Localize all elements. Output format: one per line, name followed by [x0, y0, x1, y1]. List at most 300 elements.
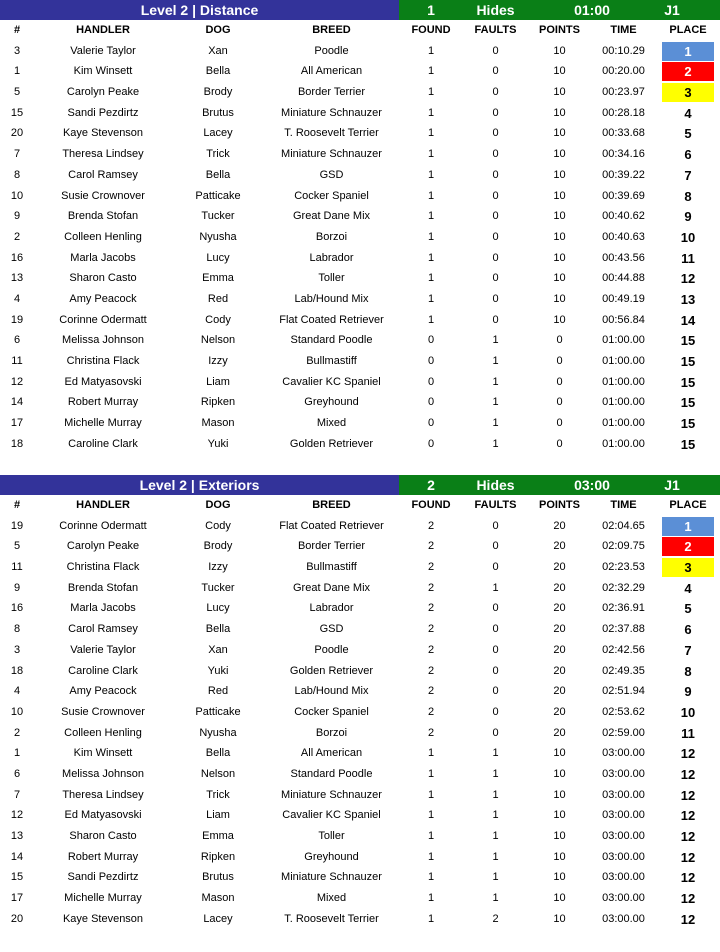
- breed-name: Cocker Spaniel: [294, 189, 369, 202]
- place-value: 4: [684, 105, 692, 121]
- found-count: 1: [427, 65, 435, 78]
- breed-name: Golden Retriever: [289, 664, 374, 677]
- place-value: 8: [684, 188, 692, 204]
- entry-number: 17: [10, 417, 24, 430]
- place-cell: [656, 619, 720, 640]
- faults-count: 0: [492, 44, 499, 57]
- faults-count: 0: [492, 127, 499, 140]
- place-value: 8: [684, 663, 692, 679]
- points-value: 0: [556, 396, 563, 409]
- time-value: 00:20.00: [602, 65, 645, 78]
- entry-number: 2: [13, 726, 21, 739]
- table-row: [0, 310, 720, 331]
- place-cell: [656, 372, 720, 393]
- column-header-faults: FAULTS: [474, 499, 517, 511]
- column-header-points: POINTS: [539, 499, 580, 511]
- entry-number: 4: [13, 685, 21, 698]
- place-cell: [656, 82, 720, 103]
- entry-number: 3: [13, 44, 21, 57]
- faults-count: 0: [492, 148, 499, 161]
- place-cell: [656, 227, 720, 248]
- place-cell: [656, 123, 720, 144]
- place-cell: [656, 144, 720, 165]
- entry-number: 18: [10, 437, 24, 450]
- found-count: 2: [427, 685, 435, 698]
- dog-name: Lacey: [203, 127, 233, 140]
- dog-name: Nelson: [200, 767, 236, 780]
- found-count: 1: [427, 168, 435, 181]
- dog-name: Red: [207, 292, 229, 305]
- column-header-place: PLACE: [669, 24, 707, 36]
- place-cell: [656, 516, 720, 537]
- entry-number: 16: [10, 251, 24, 264]
- place-value: 11: [681, 725, 695, 741]
- entry-number: 2: [13, 230, 21, 243]
- time-limit: 01:00: [560, 0, 624, 20]
- points-value: 0: [556, 375, 563, 388]
- breed-name: All American: [300, 747, 363, 760]
- entry-number: 10: [10, 705, 24, 718]
- breed-name: T. Roosevelt Terrier: [284, 127, 379, 140]
- breed-name: Greyhound: [304, 396, 359, 409]
- table-row: [0, 165, 720, 186]
- points-value: 10: [553, 892, 566, 905]
- place-value: 6: [684, 147, 692, 163]
- faults-count: 0: [492, 230, 499, 243]
- breed-name: Toller: [318, 830, 345, 842]
- faults-count: 1: [492, 871, 499, 884]
- points-value: 20: [553, 643, 566, 656]
- points-value: 20: [553, 705, 566, 718]
- table-row: [0, 103, 720, 124]
- table-row: [0, 743, 720, 764]
- time-value: 01:00.00: [602, 417, 645, 430]
- handler-name: Colleen Henling: [64, 230, 142, 243]
- place-cell: [656, 310, 720, 331]
- faults-count: 1: [492, 767, 499, 780]
- place-value: 12: [680, 870, 696, 886]
- place-cell: [656, 909, 720, 930]
- time-value: 00:10.29: [602, 44, 645, 57]
- handler-name: Colleen Henling: [64, 726, 142, 739]
- found-count: 1: [427, 272, 435, 285]
- column-header-points: POINTS: [539, 24, 580, 36]
- table-row: [0, 805, 720, 826]
- time-value: 00:40.63: [602, 230, 645, 243]
- faults-count: 1: [492, 788, 499, 801]
- breed-name: Mixed: [316, 417, 347, 430]
- dog-name: Bella: [205, 168, 231, 181]
- entry-number: 7: [13, 148, 21, 161]
- entry-number: 19: [10, 313, 24, 326]
- column-header-found: FOUND: [411, 24, 451, 36]
- handler-name: Robert Murray: [67, 396, 139, 409]
- handler-name: Carol Ramsey: [68, 168, 138, 181]
- time-value: 03:00.00: [602, 788, 645, 801]
- dog-name: Lucy: [206, 251, 230, 264]
- place-value: 12: [680, 746, 696, 762]
- points-value: 20: [553, 726, 566, 739]
- points-value: 10: [553, 788, 566, 801]
- found-count: 2: [427, 664, 435, 677]
- hides-label: Hides: [463, 0, 528, 20]
- table-row: [0, 764, 720, 785]
- handler-name: Corinne Odermatt: [59, 313, 147, 326]
- faults-count: 1: [492, 892, 499, 905]
- place-value: 12: [680, 787, 696, 803]
- table-row: [0, 619, 720, 640]
- faults-count: 0: [492, 540, 499, 553]
- dog-name: Mason: [201, 892, 235, 905]
- faults-count: 0: [492, 251, 499, 264]
- faults-count: 1: [492, 355, 499, 367]
- entry-number: 3: [13, 643, 21, 656]
- place-value: 9: [684, 684, 692, 700]
- handler-name: Brenda Stofan: [67, 210, 139, 223]
- dog-name: Izzy: [208, 355, 228, 367]
- place-cell: [656, 723, 720, 744]
- found-count: 1: [427, 871, 435, 884]
- entry-number: 14: [10, 850, 24, 863]
- time-value: 02:59.00: [602, 726, 645, 739]
- time-value: 00:43.56: [602, 251, 645, 264]
- entry-number: 5: [13, 86, 21, 99]
- column-header-time: TIME: [610, 499, 637, 511]
- points-value: 10: [553, 871, 566, 884]
- faults-count: 1: [492, 747, 499, 760]
- results-table: [0, 495, 720, 929]
- faults-count: 2: [492, 912, 499, 925]
- time-value: 02:36.91: [602, 602, 645, 615]
- time-value: 00:28.18: [602, 106, 645, 119]
- breed-name: Bullmastiff: [306, 355, 357, 367]
- results-table: [0, 20, 720, 454]
- place-value: 14: [680, 312, 696, 328]
- place-value: 10: [680, 229, 696, 245]
- found-count: 1: [427, 830, 435, 842]
- breed-name: Flat Coated Retriever: [279, 519, 384, 532]
- points-value: 10: [553, 809, 566, 822]
- table-row: [0, 206, 720, 227]
- dog-name: Tucker: [201, 210, 235, 223]
- place-cell: [656, 268, 720, 289]
- handler-name: Kim Winsett: [73, 747, 133, 760]
- place-value: 1: [662, 517, 714, 536]
- dog-name: Bella: [205, 623, 231, 636]
- place-value: 15: [680, 333, 696, 349]
- table-row: [0, 557, 720, 578]
- dog-name: Xan: [208, 643, 228, 656]
- time-value: 02:09.75: [602, 540, 645, 553]
- place-value: 15: [680, 354, 696, 369]
- dog-name: Cody: [205, 519, 231, 532]
- table-row: [0, 330, 720, 351]
- handler-name: Kaye Stevenson: [62, 127, 144, 140]
- column-header-dog: DOG: [205, 24, 231, 36]
- table-row: [0, 847, 720, 868]
- time-value: 01:00.00: [602, 437, 645, 450]
- place-value: 5: [684, 601, 692, 617]
- entry-number: 8: [13, 168, 21, 181]
- handler-name: Marla Jacobs: [70, 602, 136, 615]
- found-count: 1: [427, 892, 435, 905]
- faults-count: 1: [492, 396, 499, 409]
- points-value: 20: [553, 685, 566, 698]
- dog-name: Cody: [205, 313, 231, 326]
- time-limit: 03:00: [560, 475, 624, 495]
- breed-name: Borzoi: [315, 726, 348, 739]
- handler-name: Amy Peacock: [69, 292, 137, 305]
- entry-number: 12: [10, 809, 24, 822]
- points-value: 10: [553, 251, 566, 264]
- found-count: 1: [427, 189, 435, 202]
- entry-number: 5: [13, 540, 21, 553]
- time-value: 00:56.84: [602, 313, 645, 326]
- place-cell: [656, 61, 720, 82]
- entry-number: 4: [13, 292, 21, 305]
- faults-count: 0: [492, 561, 499, 574]
- table-row: [0, 372, 720, 393]
- breed-name: Cocker Spaniel: [294, 705, 369, 718]
- place-cell: [656, 578, 720, 599]
- points-value: 20: [553, 540, 566, 553]
- level-title: Level 2 | Exteriors: [0, 475, 399, 495]
- entry-number: 15: [10, 106, 24, 119]
- dog-name: Bella: [205, 65, 231, 78]
- place-cell: [656, 289, 720, 310]
- found-count: 2: [427, 705, 435, 718]
- time-value: 02:04.65: [602, 519, 645, 532]
- breed-name: T. Roosevelt Terrier: [284, 912, 379, 925]
- place-value: 2: [662, 537, 714, 556]
- place-cell: [656, 681, 720, 702]
- column-header-place: PLACE: [669, 499, 707, 511]
- place-cell: [656, 434, 720, 455]
- found-count: 1: [427, 767, 435, 780]
- time-value: 02:51.94: [602, 685, 645, 698]
- table-row: [0, 144, 720, 165]
- breed-name: Cavalier KC Spaniel: [282, 375, 381, 388]
- dog-name: Yuki: [207, 664, 229, 677]
- place-cell: [656, 598, 720, 619]
- entry-number: 12: [10, 375, 24, 388]
- column-header-time: TIME: [610, 24, 637, 36]
- faults-count: 0: [492, 210, 499, 223]
- breed-name: Great Dane Mix: [292, 581, 371, 594]
- faults-count: 0: [492, 86, 499, 99]
- table-row: [0, 909, 720, 930]
- handler-name: Amy Peacock: [69, 685, 137, 698]
- hides-count: 1: [399, 0, 463, 20]
- points-value: 10: [553, 313, 566, 326]
- table-row: [0, 516, 720, 537]
- handler-name: Caroline Clark: [68, 437, 138, 450]
- time-value: 00:44.88: [602, 272, 645, 285]
- entry-number: 15: [10, 871, 24, 884]
- section-exteriors: [0, 475, 720, 929]
- dog-name: Tucker: [201, 581, 235, 594]
- points-value: 0: [556, 437, 563, 450]
- points-value: 10: [553, 168, 566, 181]
- points-value: 10: [553, 292, 566, 305]
- table-row: [0, 392, 720, 413]
- faults-count: 0: [492, 726, 499, 739]
- time-value: 02:32.29: [602, 581, 645, 594]
- found-count: 2: [427, 519, 435, 532]
- place-value: 12: [680, 271, 696, 287]
- time-value: 02:53.62: [602, 705, 645, 718]
- dog-name: Patticake: [195, 705, 241, 718]
- time-value: 03:00.00: [602, 850, 645, 863]
- table-row: [0, 289, 720, 310]
- faults-count: 1: [492, 581, 499, 594]
- found-count: 1: [427, 313, 435, 326]
- table-row: [0, 598, 720, 619]
- points-value: 10: [553, 65, 566, 78]
- faults-count: 1: [492, 417, 499, 430]
- place-cell: [656, 743, 720, 764]
- dog-name: Liam: [206, 375, 230, 388]
- table-row: [0, 227, 720, 248]
- title-spacer: [528, 0, 560, 20]
- breed-name: All American: [300, 65, 363, 78]
- dog-name: Yuki: [207, 437, 229, 450]
- points-value: 20: [553, 581, 566, 594]
- found-count: 2: [427, 602, 435, 615]
- handler-name: Theresa Lindsey: [62, 788, 144, 801]
- section-distance: [0, 0, 720, 454]
- handler-name: Carol Ramsey: [68, 623, 138, 636]
- table-row: [0, 351, 720, 372]
- breed-name: Golden Retriever: [289, 437, 374, 450]
- place-value: 3: [662, 83, 714, 102]
- table-row: [0, 186, 720, 207]
- found-count: 1: [427, 210, 435, 223]
- place-cell: [656, 661, 720, 682]
- level-title: Level 2 | Distance: [0, 0, 399, 20]
- place-value: 10: [680, 704, 696, 720]
- place-value: 11: [681, 250, 695, 266]
- handler-name: Caroline Clark: [68, 664, 138, 677]
- handler-name: Michelle Murray: [64, 417, 142, 430]
- judge-label: J1: [624, 475, 720, 495]
- table-row: [0, 661, 720, 682]
- table-header-row: [0, 20, 720, 41]
- entry-number: 20: [10, 127, 24, 140]
- breed-name: GSD: [319, 168, 344, 181]
- dog-name: Ripken: [200, 850, 236, 863]
- found-count: 1: [427, 230, 435, 243]
- column-header-breed: BREED: [312, 24, 351, 36]
- found-count: 2: [427, 623, 435, 636]
- found-count: 1: [427, 106, 435, 119]
- section-title-bar: [0, 475, 720, 495]
- found-count: 0: [427, 437, 435, 450]
- handler-name: Marla Jacobs: [70, 251, 136, 264]
- breed-name: Miniature Schnauzer: [281, 148, 382, 161]
- dog-name: Liam: [206, 809, 230, 822]
- entry-number: 6: [13, 767, 21, 780]
- handler-name: Valerie Taylor: [70, 643, 136, 656]
- breed-name: Lab/Hound Mix: [294, 292, 369, 305]
- breed-name: Bullmastiff: [306, 561, 357, 574]
- breed-name: GSD: [319, 623, 344, 636]
- entry-number: 14: [10, 396, 24, 409]
- dog-name: Lucy: [206, 602, 230, 615]
- place-value: 4: [684, 580, 692, 596]
- points-value: 10: [553, 44, 566, 57]
- handler-name: Melissa Johnson: [62, 334, 144, 347]
- time-value: 01:00.00: [602, 334, 645, 347]
- place-cell: [656, 186, 720, 207]
- column-header-dog: DOG: [205, 499, 231, 511]
- time-value: 01:00.00: [602, 355, 645, 367]
- handler-name: Susie Crownover: [61, 189, 145, 202]
- breed-name: Labrador: [309, 251, 354, 264]
- table-row: [0, 413, 720, 434]
- place-cell: [656, 867, 720, 888]
- place-value: 6: [684, 622, 692, 638]
- entry-number: 16: [10, 602, 24, 615]
- breed-name: Lab/Hound Mix: [294, 685, 369, 698]
- table-row: [0, 268, 720, 289]
- place-value: 15: [680, 416, 696, 432]
- place-cell: [656, 413, 720, 434]
- breed-name: Greyhound: [304, 850, 359, 863]
- table-row: [0, 578, 720, 599]
- faults-count: 0: [492, 189, 499, 202]
- column-header-found: FOUND: [411, 499, 451, 511]
- breed-name: Border Terrier: [297, 540, 366, 553]
- points-value: 10: [553, 210, 566, 223]
- entry-number: 10: [10, 189, 24, 202]
- points-value: 20: [553, 519, 566, 532]
- section-title-bar: [0, 0, 720, 20]
- handler-name: Ed Matyasovski: [64, 375, 142, 388]
- handler-name: Ed Matyasovski: [64, 809, 142, 822]
- table-row: [0, 723, 720, 744]
- dog-name: Brody: [203, 86, 233, 99]
- faults-count: 0: [492, 602, 499, 615]
- place-cell: [656, 206, 720, 227]
- handler-name: Sharon Casto: [69, 830, 137, 842]
- found-count: 1: [427, 251, 435, 264]
- time-value: 00:49.19: [602, 292, 645, 305]
- column-header-handler: HANDLER: [76, 24, 130, 36]
- column-header-handler: HANDLER: [76, 499, 130, 511]
- dog-name: Trick: [206, 148, 230, 161]
- breed-name: Cavalier KC Spaniel: [282, 809, 381, 822]
- points-value: 10: [553, 86, 566, 99]
- place-cell: [656, 764, 720, 785]
- dog-name: Red: [207, 685, 229, 698]
- table-row: [0, 536, 720, 557]
- place-value: 15: [680, 436, 696, 452]
- found-count: 1: [427, 850, 435, 863]
- handler-name: Kaye Stevenson: [62, 912, 144, 925]
- points-value: 10: [553, 850, 566, 863]
- place-cell: [656, 557, 720, 578]
- faults-count: 0: [492, 705, 499, 718]
- dog-name: Bella: [205, 747, 231, 760]
- handler-name: Sharon Casto: [69, 272, 137, 285]
- entry-number: 11: [11, 355, 23, 367]
- found-count: 2: [427, 643, 435, 656]
- points-value: 10: [553, 189, 566, 202]
- handler-name: Theresa Lindsey: [62, 148, 144, 161]
- place-cell: [656, 826, 720, 847]
- time-value: 00:39.22: [602, 168, 645, 181]
